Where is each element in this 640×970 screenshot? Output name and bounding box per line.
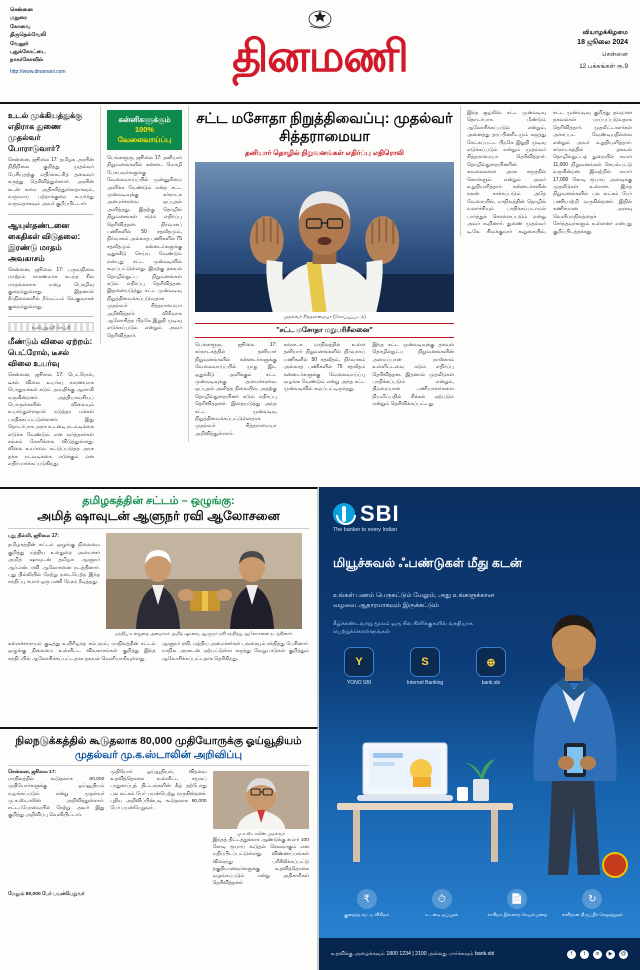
- bottom-body-col-3: இந்தத் திட்டத்துக்காக ஆண்டுக்கு சுமார் 100 கோடி ரூபாய் கூடுதல் செலவாகும் என மதிப்பிடப்பட்டுள்ளது. விண்ணப்பங்கள் விரைந்து பரிசீலிக்கப்பட்டு தகுதியானவர்களுக்கு உதவித்தொகை வழங்கப்படும் என்று அதிகாரிகள் தெரிவித்தனர்.: [212, 838, 309, 887]
- sbi-key-icon: [333, 503, 355, 525]
- highlight-line-2: 100% வேலைவாய்ப்பு: [117, 125, 172, 144]
- channel-label: YONO SBI: [346, 680, 372, 686]
- ad-benefits: [319, 889, 640, 918]
- channel-label: bank.sbi: [481, 680, 501, 686]
- ad-desk-illustration: [333, 715, 518, 865]
- edition-item: திருநெல்வேலி: [10, 32, 47, 39]
- channel-internet-banking[interactable]: [399, 647, 451, 687]
- left-story-2: [8, 220, 94, 317]
- sbi-tagline: The banker to every Indian: [333, 527, 398, 533]
- yono-icon: Y: [344, 647, 374, 677]
- benefit-item: [559, 889, 625, 918]
- edition-item: வேலூர்: [10, 40, 29, 47]
- story-headline[interactable]: ஆயுள்தண்டனை கைதிகள் விடுதலை: இரண்டு மாதம் அவகாசம்: [8, 220, 81, 263]
- mid-photo-caption: மத்திய உள்துறை அமைச்சர் அமித் ஷாவை ஆளுநர் ரவி சந்தித்து ஆலோசனை நடத்தினார்.: [114, 631, 294, 636]
- publication-place: சென்னை: [601, 51, 628, 58]
- advertisement-sbi[interactable]: [318, 487, 640, 970]
- benefit-item: [484, 889, 550, 918]
- ad-headline: மியூச்சுவல் ஃபண்டுகள் மீது கடன்: [333, 556, 522, 570]
- sbi-brand-text: SBI: [360, 501, 400, 526]
- bottom-photo: [213, 771, 309, 829]
- bottom-body-col-2: முதியோர் ஓய்வூதியம், விதவை உதவித்தொகை உள்ளிட்ட சமூகப் பாதுகாப்புத் திட்டங்களின் கீழ் தற்போது பல லட்சம் பேர் பயன்பெற்று வருகின்றனர். புதிய அறிவிப்பின்படி கூடுதலாக 80,000 பேர் பயன்பெறுவர்.: [110, 770, 207, 812]
- story-body: சென்னை, ஜூலை 17: பெட்ரோல், டீசல் விலை உயர்வு காரணமாக பொதுமக்கள் கடும் அவதிக்கு ஆளாகி வருகின்றனர். அத்தியாவசியப் பொருள்களின் விலையும் உயர்ந்துள்ளதால் நடுத்தர மக்கள் பாதிக்கப்பட்டுள்ளனர். இது தொடர்பாக அரசு உடனடி நடவடிக்கை எடுக்க வேண்டும் என வர்த்தகர்கள் சங்கம் கோரிக்கை விடுத்துள்ளது. விலை உயர்வை கட்டுப்படுத்த அரசு தக்க நடவடிக்கை எடுக்கும் என எதிர்பார்க்கப்படுகிறது.: [8, 372, 94, 468]
- ad-subtext: உங்கள் பணம் பெருகட்டும் மேலும், அது உங்களுக்கான வழவை ஆதாரமாகவும் இருக்கட்டும்: [333, 592, 495, 609]
- website-url[interactable]: http://www.dinamani.com: [10, 68, 66, 75]
- refresh-icon: ↻: [582, 889, 602, 909]
- ad-seal-icon: [602, 852, 628, 878]
- left-column: [0, 106, 100, 469]
- main-body-col-2: கர்நாடக மாநிலத்தில் உள்ள தனியார் நிறுவனங்களில் நிர்வாகப் பணிகளில் 50 சதவீதம், நிர்வாகம் அல்லாத பணிகளில் 75 சதவீதம் கன்னடர்களுக்கு வேலைவாய்ப்பு வழங்க வேண்டும் என்று அந்த சட்ட முன்வடிவில் கூறப்பட்டிருந்தது.: [283, 342, 366, 393]
- youtube-icon[interactable]: ▶: [606, 950, 615, 959]
- crest-icon: [307, 8, 333, 30]
- masthead: [0, 0, 640, 104]
- bottom-photo-caption: மு.க.ஸ்டாலின் முதல்வர்: [236, 831, 286, 836]
- page-count-price: 12 பக்கங்கள் ரூ.9: [579, 63, 628, 70]
- right-column: [460, 106, 640, 236]
- bottom-headline-line-1[interactable]: நிலநடுக்கத்தில் கூடுதலாக 80,000 முதியோருக்கு ஓய்வூதியம்: [15, 735, 302, 747]
- main-body-col-1: பெங்களூரு, ஜூலை 17: கர்நாடகத்தில் தனியார் நிறுவனங்களில் கன்னடர்களுக்கு வேலைவாய்ப்பில் முழு இட ஒதுக்கீடு அளிக்கும் சட்ட முன்வடிவுக்கு அமைச்சரவை ஒப்புதல் அளித்த நிலையில், அதற்கு தொழில்துறையினர் கடும் எதிர்ப்பு தெரிவித்தனர். இதையடுத்து அந்த சட்ட முன்வடிவு நிறுத்திவைக்கப்பட்டுள்ளதாக முதல்வர் சித்தராமையா அறிவித்துள்ளார்.: [195, 342, 277, 437]
- highlight-line-1: கன்னிகளுக்கும்: [118, 115, 171, 124]
- mid-dateline: புது தில்லி, ஜூலை 17:: [8, 533, 60, 539]
- main-photo: [195, 162, 454, 312]
- ad-footer-text: உதவிக்கு அழைக்கவும் 1800 1234 | 2100 அல்லது பார்க்கவும் bank.sbi: [331, 951, 495, 957]
- mid-body-col-1: தமிழகத்தின் சட்டம் ஒழுங்கு நிலைமை குறித்து மத்திய உள்துறை அமைச்சர் அமித் ஷாவுடன் தமிழக ஆளுநர் ஆர்.என். ரவி ஆலோசனை நடத்தினார். புது தில்லியில் நேற்று நடைபெற்ற இந்த சந்திப்பு சுமார் ஒரு மணி நேரம் நீடித்தது.: [8, 542, 100, 586]
- publication-date: 18 ஜூலை 2024: [577, 39, 628, 46]
- left-story-1: [8, 110, 94, 215]
- section-strip: வலியுறுத்தி செய்தி: [8, 322, 94, 332]
- linkedin-icon[interactable]: in: [593, 950, 602, 959]
- clock-icon: ⏱: [432, 889, 452, 909]
- top-section: [0, 106, 640, 487]
- mid-headline-line-1[interactable]: தமிழகத்தின் சட்டம் – ஒழுங்கு:: [82, 495, 235, 507]
- main-headline[interactable]: சட்ட மசோதா நிறுத்திவைப்பு: முதல்வர் சித்தராமையா: [196, 111, 453, 145]
- story-body: சென்னை, ஜூலை 17: தமிழக அரசின் நிதிநிலை குறித்து முதல்வர் பேசியதற்கு எதிர்க்கட்சித் தலைவர் கருத்து தெரிவித்துள்ளார். அரசின் கடன் சுமை அதிகரித்துள்ளதாகவும், வருவாய் பற்றாக்குறை உயர்ந்து வருவதாகவும் அவர் குறிப்பிட்டார்.: [8, 157, 94, 208]
- left-story-3: [8, 336, 94, 468]
- story-headline[interactable]: உடல் முக்கியத்துக்கு எதிராக துணை முதல்வர் போராடுவார்?: [8, 111, 83, 153]
- main-body-col-3: இந்த சட்ட முன்வடிவுக்கு தகவல் தொழில்நுட்ப நிறுவனங்களின் அமைப்பான நாஸ்காம் உள்ளிட்டவை கடும் எதிர்ப்பு தெரிவித்தன. இதனால் முதலீடுகள் பாதிக்கப்படும் என்றும், திறமையான பணியாளர்களை நியமிப்பதில் சிக்கல் ஏற்படும் என்றும் தெரிவிக்கப்பட்டது.: [372, 342, 455, 408]
- benefit-item: [409, 889, 475, 918]
- ad-footer: [319, 938, 640, 970]
- edition-item: மதுரை: [10, 15, 27, 22]
- bottom-footer-note: மேலும் 80,000 பேர் பயன்பெறுவர்: [8, 892, 85, 898]
- mid-photo: [106, 533, 302, 629]
- ad-person-illustration: [508, 605, 638, 875]
- pull-quote: "சட்ட மசோதா மறுபரிசீலனை": [195, 323, 454, 338]
- facebook-icon[interactable]: f: [567, 950, 576, 959]
- bottom-dateline: சென்னை, ஜூலை 17:: [8, 770, 57, 775]
- right-column-body: இந்த சூழலில், சட்ட முன்வடிவு தொடர்பாக மீண்டும் ஆலோசிக்கப்படும் என்றும், அனைத்து தரப்பினரிடமும் கருத்து கேட்கப்பட்ட பிறகே இறுதி முடிவு எடுக்கப்படும் என்றும் முதல்வர் சித்தராமையா தெரிவித்தார். தொழில்துறையினரின் கவலைகளை அரசு கருத்தில் கொள்ளும் என்றும் அவர் உறுதியளித்தார். கன்னடர்களின் நலன் காக்கப்படும் அதே வேளையில், மாநிலத்தின் தொழில் வளர்ச்சியும் பாதிக்கப்படாமல் பார்த்துக் கொள்ளப்படும் என்று அவர் கூறினார். துணை முதல்வர் டி.கே. சிவக்குமார் கூறுகையில், சட்ட முன்வடிவு குறித்து தவறான தகவல்கள் பரப்பப்படுவதாக தெரிவித்தார். முதலீட்டாளர்கள் அச்சப்பட வேண்டியதில்லை என்றும் அவர் உறுதியளித்தார். கர்நாடகத்தில் தகவல் தொழில்நுட்பத் துறையில் சுமார் 11,000 நிறுவனங்கள் செயல்பட்டு வருகின்றன. இவற்றில் சுமார் 17,000 கோடி ரூபாய் அளவுக்கு முதலீடுகள் உள்ளன. இந்த நிறுவனங்களில் பல லட்சம் பேர் பணியாற்றி வருகின்றனர். இதில் கணிசமான அளவு வெளிமாநிலத்தைச் சேர்ந்தவர்களும் உள்ளனர் என்பது குறிப்பிடத்தக்கது.: [467, 110, 632, 235]
- twitter-icon[interactable]: t: [580, 950, 589, 959]
- social-links[interactable]: [567, 950, 628, 959]
- masthead-dateblock: [518, 28, 628, 72]
- channel-label: Internet Banking: [406, 680, 444, 686]
- globe-icon: ⊕: [476, 647, 506, 677]
- ad-note: கீழ்க்கண்டவாறு மூலம் ஒரு சில கிளிக்குகளில் வசதியாக பெற்றுக்கொள்ளுங்கள்: [333, 621, 473, 636]
- benefit-label: குறைந்த வட்டி விகிதம்: [343, 912, 390, 917]
- newspaper-logo: தினமணி: [232, 31, 408, 82]
- highlight-box: [107, 110, 182, 150]
- benefit-label: காகிதம் இல்லாத செயல்முறை: [487, 912, 547, 917]
- mid-body-col-3: ஆளுநர் ரவி, மத்திய அமைச்சர்கள் பலரையும் சந்தித்து பேசினார். மாநில அரசுடன் ஏற்பட்டுள்ள கருத்து வேறுபாடுகள் குறித்தும் ஆலோசிக்கப்பட்டதாக தெரிகிறது.: [161, 641, 309, 662]
- edition-item: நாகர்கோவில்: [10, 57, 44, 64]
- edition-item: கோவை: [10, 23, 31, 30]
- benefit-item: [334, 889, 400, 918]
- mid-body-col-2: கள்ளச்சாராயம் குடித்து உயிரிழந்த சம்பவம், மாநிலத்தின் சட்டம் ஒழுங்கு நிலைமை உள்ளிட்ட விவகாரங்கள் குறித்து இந்த சந்திப்பில் ஆலோசிக்கப்பட்டதாக தகவல் வெளியாகியுள்ளது.: [8, 641, 156, 662]
- edition-item: சென்னை: [10, 7, 33, 13]
- main-subheadline: தனியார் தொழில் நிறுவனங்கள் எதிர்ப்பு எதிரொலி: [245, 150, 404, 157]
- mid-headline-line-2[interactable]: அமித் ஷாவுடன் ஆளுநர் ரவி ஆலோசனை: [8, 508, 309, 529]
- main-story: [188, 106, 460, 442]
- bottom-story: [0, 727, 318, 970]
- rupee-icon: ₹: [357, 889, 377, 909]
- document-icon: 📄: [507, 889, 527, 909]
- channel-yono[interactable]: [333, 647, 385, 687]
- mid-story: [0, 487, 318, 727]
- story-body: சென்னை, ஜூலை 17: பருவநிலை மாற்றம் காரணமாக கடந்த சில மாதங்களாக மழை பொழிவு குறைந்துள்ளது. இதனால் நீர்நிலைகளில் நீர்மட்டம் வெகுவாகக் குறைந்துள்ளது.: [8, 266, 94, 310]
- ad-channels: [333, 647, 517, 687]
- bottom-body-col-1: மாநிலத்தில் கூடுதலாக 80,000 முதியோர்களுக்கு ஓய்வூதியம் வழங்கப்படும் என்று முதல்வர் மு.க.ஸ்டாலின் அறிவித்துள்ளார். சட்டப்பேரவையில் நேற்று அவர் இது குறித்து அறிவிப்பு வெளியிட்டார்.: [8, 777, 105, 819]
- bottom-headline-line-2[interactable]: முதல்வர் மு.க.ஸ்டாலின் அறிவிப்பு: [8, 748, 309, 766]
- sbi-logo: [333, 501, 400, 527]
- benefit-label: எளிதான திருப்பிச் செலுத்துதல்: [561, 912, 623, 917]
- story-headline[interactable]: மீண்டும் விலை ஏற்றம்: பெட்ரோல், டீசல் விலை உயர்வு: [8, 337, 93, 369]
- internet-banking-icon: S: [410, 647, 440, 677]
- column-two: [100, 106, 188, 344]
- instagram-icon[interactable]: @: [620, 951, 627, 957]
- publication-day: வியாழக்கிழமை: [582, 29, 628, 36]
- column-two-body: பெங்களூரு, ஜூலை 17: தனியார் நிறுவனங்களில் கன்னட மொழி பேசுபவர்களுக்கு வேலைவாய்ப்பில் முன்னுரிமை அளிக்க வேண்டும் என்ற சட்ட முன்வடிவுக்கு கர்நாடக அமைச்சரவை ஒப்புதல் அளித்தது. இதற்கு தொழில் நிறுவனங்கள் கடும் எதிர்ப்பு தெரிவித்தன. நிர்வாகப் பணிகளில் 50 சதவீதமும், நிர்வாகம் அல்லாத பணிகளில் 75 சதவீதமும் கன்னடர்களுக்கு ஒதுக்கீடு செய்ய வேண்டும் என்பது சட்ட முன்வடிவில் கூறப்பட்டுள்ளது. இதற்கு தகவல் தொழில்நுட்ப நிறுவனங்கள் கடும் எதிர்ப்பு தெரிவித்தன. இதனையடுத்து, சட்ட முன்வடிவு நிறுத்திவைக்கப்படுவதாக முதல்வர் சித்தராமையா அறிவித்தார். விரிவாக ஆலோசித்த பிறகே இறுதி முடிவு எடுக்கப்படும் என்றும் அவர் தெரிவித்தார்.: [107, 155, 182, 339]
- edition-item: புதுக்கோட்டை: [10, 49, 46, 56]
- photo-caption: முதல்வர் சித்தராமையா (கோப்புப்படம்): [283, 314, 366, 319]
- benefit-label: உடனடி ஒப்புதல்: [425, 912, 459, 917]
